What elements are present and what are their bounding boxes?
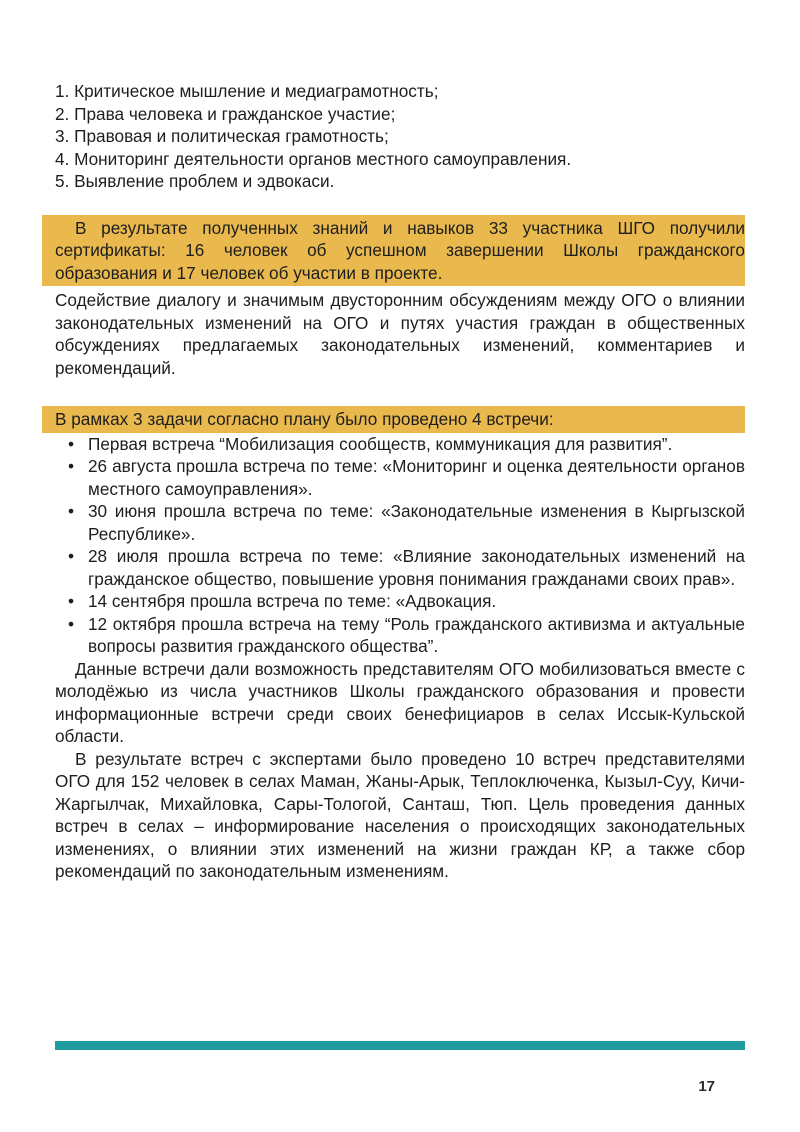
meeting-text: 14 сентября прошла встреча по теме: «Адвокация. bbox=[88, 591, 497, 611]
meeting-text: 30 июня прошла встреча по теме: «Законодательные изменения в Кыргызской Республике». bbox=[88, 501, 745, 544]
meetings-list bbox=[55, 433, 745, 658]
bullet-icon: • bbox=[67, 433, 75, 454]
certificates-text: В результате полученных знаний и навыков 33 участника ШГО получили сертификаты: 16 человек об успешном завершении Школы гражданского образования и 17 человек об участии в проекте. bbox=[55, 217, 745, 283]
list-item: 5. Выявление проблем и эдвокаси. bbox=[55, 171, 335, 191]
meeting-text: 28 июля прошла встреча по теме: «Влияние законодательных изменений на гражданское общество, повышение уровня понимания гражданами своих прав». bbox=[88, 546, 745, 589]
page-content bbox=[55, 80, 745, 883]
dialogue-paragraph: Содействие диалогу и значимым двусторонним обсуждениям между ОГО о влиянии законодательных изменений на ОГО и путях участия граждан в общественных обсуждениях предлагаемых законодательных изменений, комментариев и рекомендаций. bbox=[55, 290, 745, 378]
footer-divider bbox=[55, 1041, 745, 1050]
bullet-icon: • bbox=[67, 456, 75, 476]
meetings-highlight bbox=[42, 406, 745, 433]
meeting-text: Первая встреча “Мобилизация сообществ, коммуникация для развития”. bbox=[88, 433, 673, 454]
list-item bbox=[55, 590, 745, 613]
topics-list bbox=[55, 80, 745, 193]
list-item bbox=[55, 545, 745, 590]
bullet-icon: • bbox=[67, 613, 75, 634]
list-item: 2. Права человека и гражданское участие; bbox=[55, 103, 396, 124]
page-number: 17 bbox=[698, 1078, 715, 1095]
list-item bbox=[55, 500, 745, 545]
list-item: 1. Критическое мышление и медиаграмотность; bbox=[55, 81, 439, 101]
bullet-icon: • bbox=[67, 546, 75, 566]
list-item bbox=[55, 613, 745, 658]
list-item: 3. Правовая и политическая грамотность; bbox=[55, 126, 389, 146]
meeting-text: 26 августа прошла встреча по теме: «Мониторинг и оценка деятельности органов местного самоуправления». bbox=[88, 456, 745, 499]
certificates-highlight bbox=[42, 215, 745, 287]
results-paragraph: В результате встреч с экспертами было проведено 10 встреч представителями ОГО для 152 человек в селах Маман, Жаны-Арык, Теплоключенка, Кызыл-Суу, Кичи-Жаргылчак, Михайловка, Сары-Тологой, Санташ, Тюп. Цель проведения данных встреч в селах – информирование населения о происходящих законодательных изменениях, о влиянии этих изменений на жизни граждан КР, а также сбор рекомендаций по законодательным изменениям. bbox=[55, 748, 745, 881]
list-item bbox=[55, 433, 745, 456]
list-item: 4. Мониторинг деятельности органов местного самоуправления. bbox=[55, 148, 572, 169]
meetings-intro: В рамках 3 задачи согласно плану было проведено 4 встречи: bbox=[55, 409, 554, 429]
opportunity-paragraph: Данные встречи дали возможность представителям ОГО мобилизоваться вместе с молодёжью из числа участников Школы гражданского образования и провести информационные встречи среди своих бенефициаров в селах Иссык-Кульской области. bbox=[55, 658, 745, 746]
meeting-text: 12 октября прошла встреча на тему “Роль гражданского активизма и актуальные вопросы развития гражданского общества”. bbox=[88, 613, 745, 656]
bullet-icon: • bbox=[67, 591, 75, 611]
bullet-icon: • bbox=[67, 501, 75, 521]
list-item bbox=[55, 455, 745, 500]
